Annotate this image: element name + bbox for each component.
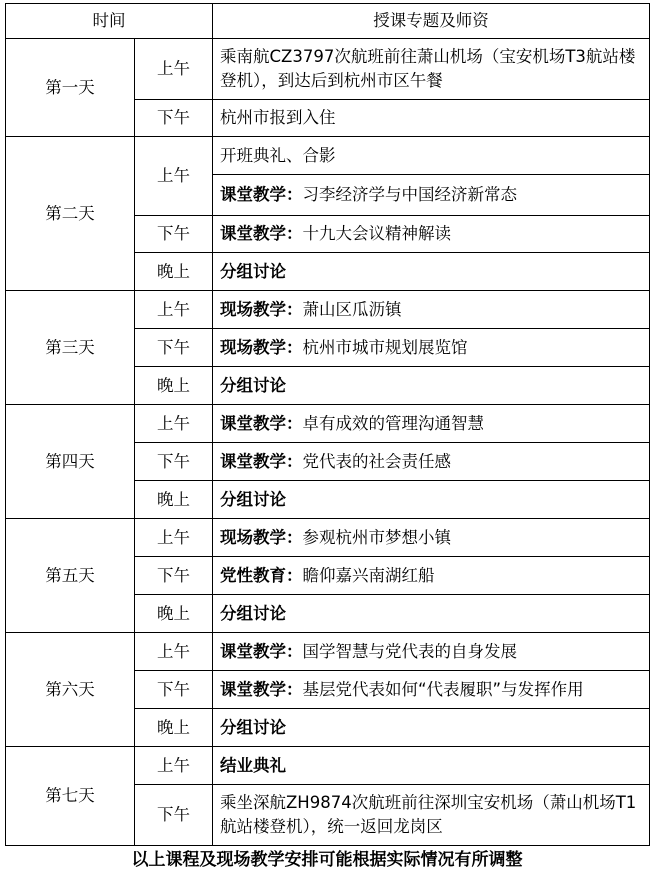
session-text: 开班典礼、合影 (220, 145, 336, 165)
schedule-table (5, 3, 650, 846)
period-cell: 晚上 (135, 709, 213, 747)
session-content (213, 633, 650, 671)
session-content (213, 671, 650, 709)
session-content (213, 557, 650, 595)
period-cell: 下午 (135, 557, 213, 595)
session-content (213, 329, 650, 367)
session-text: 乘南航CZ3797次航班前往萧山机场（宝安机场T3航站楼登机），到达后到杭州市区午餐 (220, 47, 636, 90)
session-content (213, 291, 650, 329)
schedule-row (6, 405, 650, 443)
session-text: 杭州市城市规划展览馆 (302, 337, 468, 357)
period-cell: 上午 (135, 405, 213, 443)
session-text: 十九大会议精神解读 (302, 224, 451, 243)
session-text: 国学智慧与党代表的自身发展 (302, 641, 517, 661)
session-text: 基层党代表如何“代表履职”与发挥作用 (302, 679, 584, 699)
session-content (213, 443, 650, 481)
period-cell: 下午 (135, 443, 213, 481)
day-cell: 第三天 (6, 291, 135, 405)
day-cell: 第五天 (6, 519, 135, 633)
schedule-row (6, 291, 650, 329)
schedule-row (6, 747, 650, 785)
session-type-label: 分组讨论 (220, 375, 286, 395)
session-text: 党代表的社会责任感 (302, 451, 451, 471)
period-cell: 下午 (135, 216, 213, 253)
schedule-row (6, 39, 650, 100)
session-type-label: 分组讨论 (220, 603, 286, 623)
session-type-label: 现场教学： (220, 527, 303, 547)
session-text: 乘坐深航ZH9874次航班前往深圳宝安机场（萧山机场T1航站楼登机），统一返回龙岗区 (220, 793, 637, 836)
day-cell: 第六天 (6, 633, 135, 747)
day-cell: 第二天 (6, 137, 135, 291)
session-text: 杭州市报到入住 (220, 108, 336, 127)
period-cell: 上午 (135, 633, 213, 671)
session-text: 卓有成效的管理沟通智慧 (302, 413, 484, 433)
period-cell: 上午 (135, 747, 213, 785)
period-cell: 晚上 (135, 595, 213, 633)
session-type-label: 分组讨论 (220, 261, 286, 281)
session-text: 瞻仰嘉兴南湖红船 (302, 565, 435, 585)
session-content (213, 481, 650, 519)
session-content (213, 137, 650, 175)
session-content (213, 747, 650, 785)
header-row (6, 4, 650, 39)
session-type-label: 课堂教学： (220, 679, 303, 699)
session-content (213, 216, 650, 253)
session-type-label: 课堂教学： (220, 185, 303, 204)
schedule-body (6, 39, 650, 846)
period-cell: 下午 (135, 329, 213, 367)
header-time: 时间 (6, 4, 213, 39)
session-content (213, 519, 650, 557)
schedule-row (6, 519, 650, 557)
period-cell: 上午 (135, 291, 213, 329)
session-type-label: 课堂教学： (220, 641, 303, 661)
schedule-row (6, 137, 650, 175)
session-type-label: 党性教育： (220, 565, 303, 585)
session-content (213, 39, 650, 100)
session-type-label: 现场教学： (220, 337, 303, 357)
period-cell: 下午 (135, 100, 213, 137)
session-content (213, 405, 650, 443)
session-type-label: 课堂教学： (220, 413, 303, 433)
session-text: 参观杭州市梦想小镇 (302, 527, 451, 547)
session-type-label: 分组讨论 (220, 489, 286, 509)
session-text: 萧山区瓜沥镇 (302, 299, 402, 319)
session-text: 习李经济学与中国经济新常态 (302, 185, 517, 204)
period-cell: 下午 (135, 671, 213, 709)
period-cell: 上午 (135, 137, 213, 216)
session-type-label: 结业典礼 (220, 755, 286, 775)
session-content (213, 100, 650, 137)
session-content (213, 709, 650, 747)
period-cell: 上午 (135, 39, 213, 100)
session-content (213, 785, 650, 846)
header-topic: 授课专题及师资 (213, 4, 650, 39)
period-cell: 上午 (135, 519, 213, 557)
period-cell: 晚上 (135, 481, 213, 519)
schedule-row (6, 633, 650, 671)
day-cell: 第四天 (6, 405, 135, 519)
footnote: 以上课程及现场教学安排可能根据实际情况有所调整 (131, 850, 523, 870)
session-content (213, 367, 650, 405)
period-cell: 晚上 (135, 253, 213, 291)
period-cell: 下午 (135, 785, 213, 846)
day-cell: 第一天 (6, 39, 135, 137)
period-cell: 晚上 (135, 367, 213, 405)
session-content (213, 595, 650, 633)
session-type-label: 现场教学： (220, 299, 303, 319)
session-type-label: 课堂教学： (220, 451, 303, 471)
day-cell: 第七天 (6, 747, 135, 846)
session-content (213, 175, 650, 216)
session-type-label: 分组讨论 (220, 717, 286, 737)
session-content (213, 253, 650, 291)
session-type-label: 课堂教学： (220, 224, 303, 243)
